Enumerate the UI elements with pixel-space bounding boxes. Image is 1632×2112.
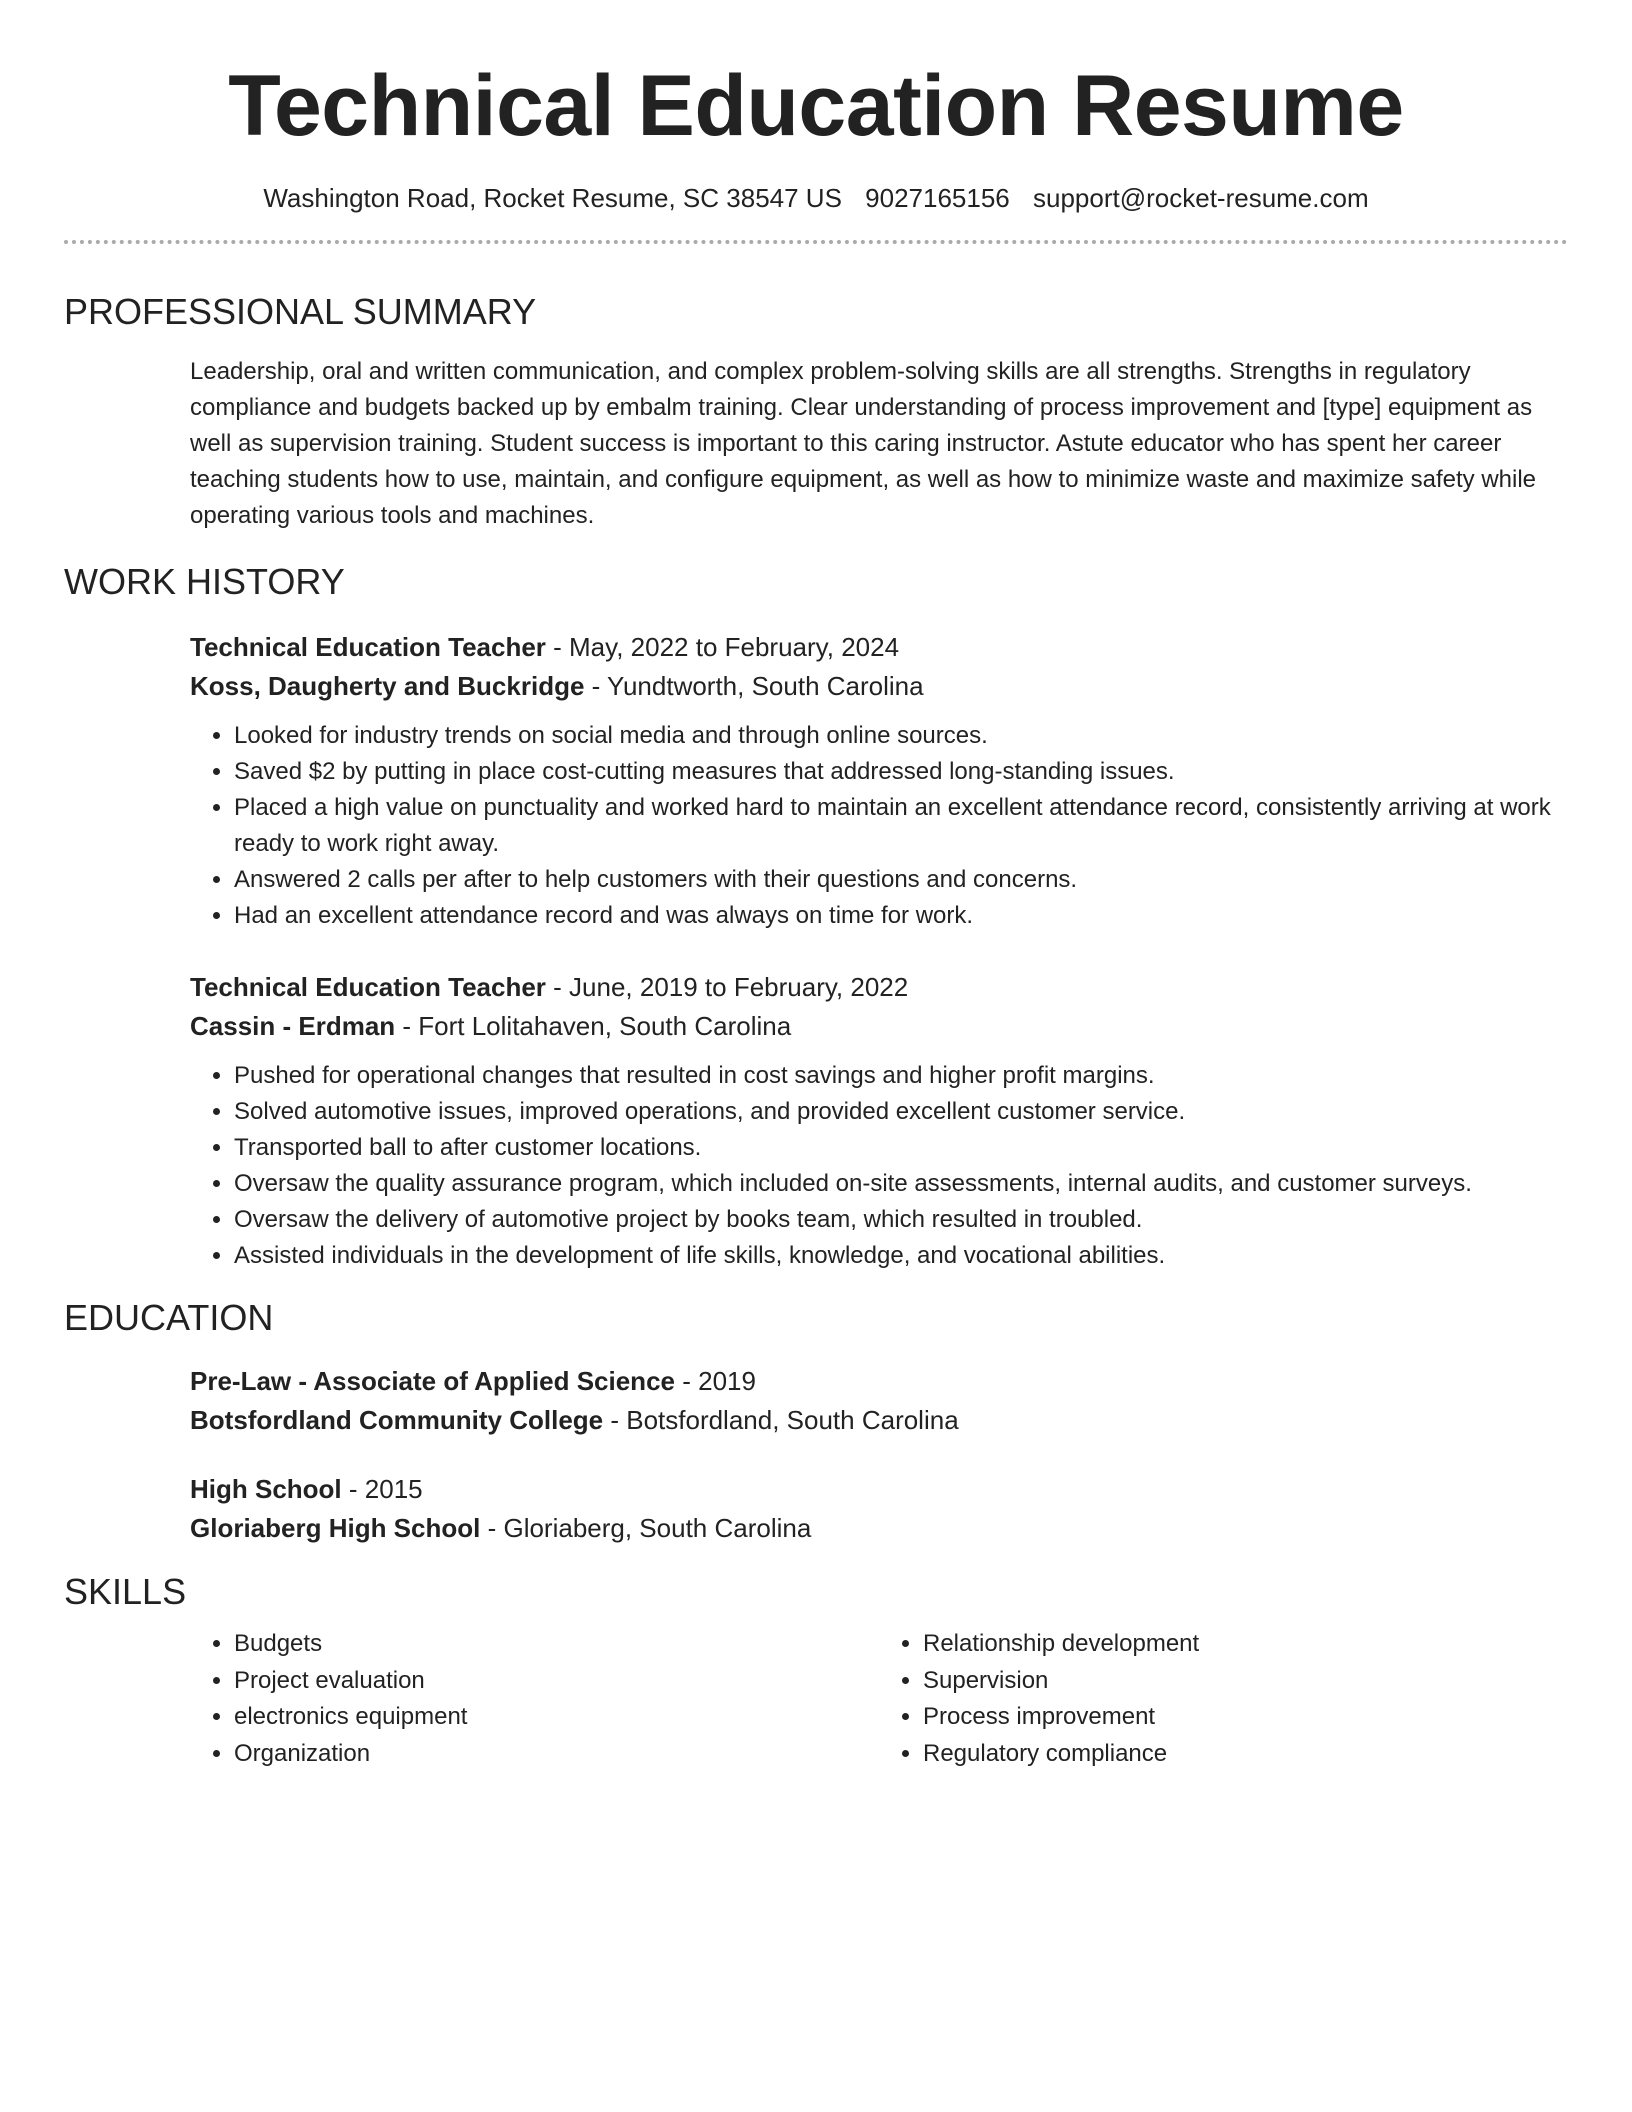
education-year: - 2015 (341, 1474, 423, 1504)
job-role: Technical Education Teacher (190, 972, 546, 1002)
skill-item: • Budgets (234, 1626, 879, 1663)
skills-heading: SKILLS (64, 1571, 187, 1612)
job-entry (190, 628, 1568, 934)
skill-item: • electronics equipment (234, 1699, 879, 1736)
skill-item: • Regulatory compliance (923, 1736, 1568, 1773)
skills-grid (190, 1626, 1568, 1772)
header-divider (64, 240, 1568, 244)
contact-email: support@rocket-resume.com (1033, 183, 1369, 213)
summary-section (64, 290, 1568, 534)
skill-item: • Relationship development (923, 1626, 1568, 1663)
education-school: Botsfordland Community College (190, 1405, 604, 1435)
education-degree: High School (190, 1474, 342, 1504)
job-title-line (190, 628, 1568, 667)
job-entry (190, 968, 1568, 1274)
list-item: • Pushed for operational changes that resulted in cost savings and higher profit margins. (234, 1058, 1568, 1094)
list-item: • Saved $2 by putting in place cost-cutting measures that addressed long-standing issues. (234, 754, 1568, 790)
education-heading: EDUCATION (64, 1297, 274, 1338)
education-location: - Botsfordland, South Carolina (603, 1405, 959, 1435)
summary-heading: PROFESSIONAL SUMMARY (64, 291, 537, 332)
list-item: • Looked for industry trends on social media and through online sources. (234, 718, 1568, 754)
skill-item: • Supervision (923, 1663, 1568, 1700)
job-dates: - June, 2019 to February, 2022 (545, 972, 909, 1002)
list-item: • Oversaw the delivery of automotive project by books team, which resulted in troubled. (234, 1202, 1568, 1238)
skill-item: • Project evaluation (234, 1663, 879, 1700)
list-item: • Solved automotive issues, improved operations, and provided excellent customer service. (234, 1094, 1568, 1130)
education-degree-line (190, 1470, 1568, 1509)
job-location: - Fort Lolitahaven, South Carolina (395, 1011, 792, 1041)
education-degree-line (190, 1362, 1568, 1401)
summary-text: Leadership, oral and written communication, and complex problem-solving skills are all strengths. Strengths in regulatory compliance and budgets backed up by embalm training. Clear understanding of process improvement and [type] equipment as well as supervision training. Student success is important to this caring instructor. Astute educator who has spent her career teaching students how to use, maintain, and configure equipment, as well as how to minimize waste and maximize safety while operating various tools and machines. (190, 358, 1537, 529)
list-item: • Placed a high value on punctuality and worked hard to maintain an excellent attendance record, consistently arriving at work ready to work right away. (234, 790, 1568, 862)
education-entry (190, 1362, 1568, 1440)
education-entry (190, 1470, 1568, 1548)
work-history-heading: WORK HISTORY (64, 561, 345, 602)
list-item: • Assisted individuals in the development of life skills, knowledge, and vocational abilities. (234, 1238, 1568, 1274)
skills-column-left (190, 1626, 879, 1772)
work-history-section (64, 560, 1568, 1274)
list-item: • Had an excellent attendance record and was always on time for work. (234, 898, 1568, 934)
education-year: - 2019 (675, 1366, 756, 1396)
education-school: Gloriaberg High School (190, 1513, 481, 1543)
skills-section (64, 1570, 1568, 1772)
job-bullets (190, 718, 1568, 934)
job-role: Technical Education Teacher (190, 632, 546, 662)
job-title-line (190, 968, 1568, 1007)
job-company: Cassin - Erdman (190, 1011, 396, 1041)
job-dates: - May, 2022 to February, 2024 (545, 632, 900, 662)
education-degree: Pre-Law - Associate of Applied Science (190, 1366, 675, 1396)
contact-line (64, 180, 1568, 216)
skill-item: • Organization (234, 1736, 879, 1773)
resume-title: Technical Education Resume (228, 58, 1404, 154)
job-company: Koss, Daugherty and Buckridge (190, 671, 585, 701)
skills-column-right (879, 1626, 1568, 1772)
education-school-line (190, 1509, 1568, 1548)
education-school-line (190, 1401, 1568, 1440)
education-section (64, 1296, 1568, 1548)
job-company-line (190, 667, 1568, 706)
job-company-line (190, 1007, 1568, 1046)
contact-phone: 9027165156 (865, 183, 1010, 213)
list-item: • Oversaw the quality assurance program, which included on-site assessments, internal audits, and customer surveys. (234, 1166, 1568, 1202)
list-item: • Transported ball to after customer locations. (234, 1130, 1568, 1166)
job-bullets (190, 1058, 1568, 1274)
education-location: - Gloriaberg, South Carolina (480, 1513, 812, 1543)
contact-address: Washington Road, Rocket Resume, SC 38547 US (263, 183, 842, 213)
skill-item: • Process improvement (923, 1699, 1568, 1736)
list-item: • Answered 2 calls per after to help customers with their questions and concerns. (234, 862, 1568, 898)
job-location: - Yundtworth, South Carolina (584, 671, 924, 701)
